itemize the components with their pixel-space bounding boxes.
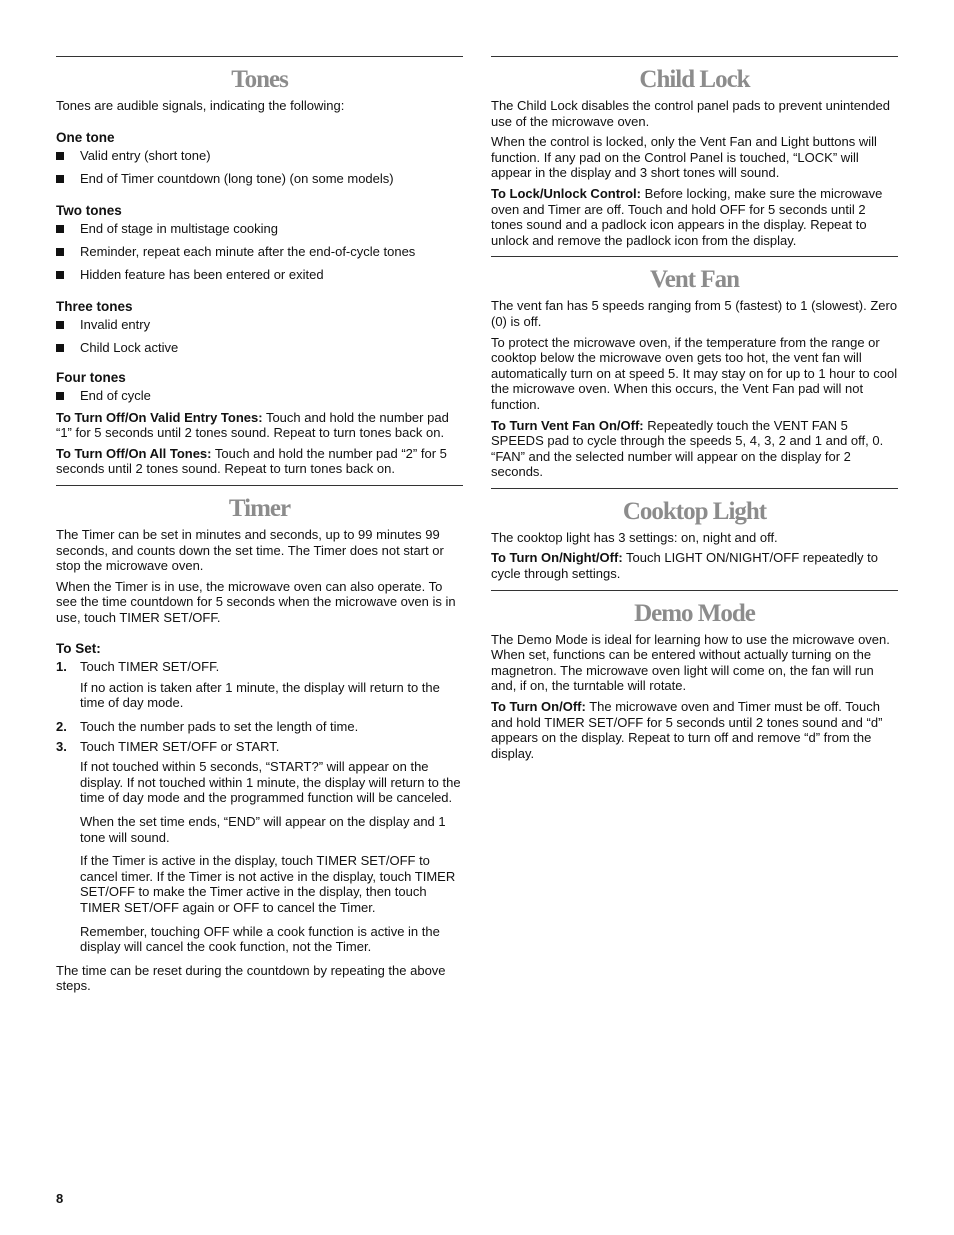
tones-title: Tones <box>231 66 288 93</box>
lock-unlock-paragraph <box>491 186 898 248</box>
tones-intro: Tones are audible signals, indicating the following: <box>56 98 345 113</box>
all-tones-paragraph <box>56 446 463 477</box>
child-lock-paragraph: The Child Lock disables the control panel pads to prevent unintended use of the microwave oven. <box>491 98 890 129</box>
tones-group-heading: Four tones <box>56 369 126 385</box>
step-number: 3. <box>56 739 67 755</box>
timer-section <box>56 485 463 994</box>
timer-title: Timer <box>228 494 291 522</box>
demo-mode-paragraph: The Demo Mode is ideal for learning how to use the microwave oven. When set, functions can be entered without actually turning on the magnetron. The microwave oven light will come on, the fan will run and, if on, the turntable will rotate. <box>491 631 890 694</box>
vent-fan-onoff-text: Repeatedly touch the VENT FAN 5 SPEEDS pad to cycle through the speeds 5, 4, 3, 2 and 1 and off, 0. “FAN” and the selected number will appear on the display for 2 seconds. <box>491 417 884 480</box>
tones-group-list <box>56 148 463 187</box>
left-column <box>56 56 463 999</box>
step-text: Touch TIMER SET/OFF or START. <box>80 739 280 755</box>
tones-group-heading: Three tones <box>56 298 133 314</box>
to-set-heading: To Set: <box>56 641 101 657</box>
timer-step <box>56 719 463 735</box>
list-item: Invalid entry <box>56 317 463 333</box>
tones-group-list <box>56 221 463 283</box>
cooktop-light-onoff-paragraph <box>491 550 898 581</box>
cooktop-light-section <box>491 488 898 582</box>
demo-mode-title: Demo Mode <box>634 599 755 627</box>
list-item: Reminder, repeat each minute after the end-of-cycle tones <box>56 244 463 260</box>
demo-mode-section <box>491 590 898 762</box>
step-text: Touch TIMER SET/OFF. <box>80 659 220 675</box>
timer-step-note: If not touched within 5 seconds, “START?” will appear on the display. If not touched within 1 minute, the display will return to the time of day mode and the programmed function will be canceled. <box>80 759 461 806</box>
all-tones-label: To Turn Off/On All Tones: <box>56 445 212 461</box>
timer-step-note: If no action is taken after 1 minute, the display will return to the time of day mode. <box>80 679 440 711</box>
timer-step <box>56 739 463 755</box>
right-column <box>491 56 898 766</box>
vent-fan-title: Vent Fan <box>649 266 739 294</box>
step-number: 1. <box>56 659 67 675</box>
timer-steps <box>56 659 463 675</box>
tones-section <box>56 56 463 477</box>
timer-step-note: When the set time ends, “END” will appear on the display and 1 tone will sound. <box>80 814 446 845</box>
all-tones-text: Touch and hold the number pad “2” for 5 seconds until 2 tones sound. Repeat to turn tones back on. <box>56 445 447 477</box>
tones-group-list <box>56 317 463 356</box>
step-text: Touch the number pads to set the length of time. <box>80 718 359 734</box>
page-number: 8 <box>56 1191 64 1206</box>
list-item: End of stage in multistage cooking <box>56 221 463 237</box>
list-item: End of Timer countdown (long tone) (on some models) <box>56 171 463 187</box>
child-lock-paragraph: When the control is locked, only the Vent Fan and Light buttons will function. If any pad on the Control Panel is touched, “LOCK” will appear in the display and 3 short tones will sound. <box>491 134 877 181</box>
cooktop-light-paragraph: The cooktop light has 3 settings: on, night and off. <box>491 529 778 545</box>
step-number: 2. <box>56 718 67 734</box>
cooktop-light-title: Cooktop Light <box>622 497 767 525</box>
vent-fan-paragraph: To protect the microwave oven, if the temperature from the range or cooktop below the microwave oven gets too hot, the vent fan will automatically turn on at speed 5. It may stay on for up to 1 hour to cool the microwave oven. When this occurs, the Vent Fan pad will not function. <box>491 334 898 412</box>
timer-step <box>56 659 463 675</box>
cooktop-light-onoff-label: To Turn On/Night/Off: <box>491 550 623 566</box>
valid-entry-tones-paragraph <box>56 410 463 441</box>
child-lock-title: Child Lock <box>639 66 750 93</box>
cooktop-light-onoff-text: Touch LIGHT ON/NIGHT/OFF repeatedly to cycle through settings. <box>491 550 878 582</box>
vent-fan-section <box>491 256 898 480</box>
list-item: End of cycle <box>56 388 463 404</box>
timer-paragraph: When the Timer is in use, the microwave oven can also operate. To see the time countdown for 5 seconds when the microwave oven is in use, touch TIMER SET/OFF. <box>56 578 456 625</box>
list-item: Hidden feature has been entered or exited <box>56 267 463 283</box>
valid-entry-tones-text: Touch and hold the number pad “1” for 5 seconds until 2 tones sound. Repeat to turn tones back on. <box>56 409 449 441</box>
timer-step-note: If the Timer is active in the display, touch TIMER SET/OFF to cancel timer. If the Timer is not active in the display, touch TIMER SET/OFF to make the Timer active in the display, then touch TIMER SET/OFF again or OFF to cancel the Timer. <box>80 853 456 915</box>
tones-group-heading: One tone <box>56 129 115 145</box>
timer-reset-paragraph: The time can be reset during the countdown by repeating the above steps. <box>56 962 446 994</box>
demo-mode-onoff-paragraph <box>491 699 898 761</box>
vent-fan-onoff-paragraph <box>491 418 898 480</box>
vent-fan-paragraph: The vent fan has 5 speeds ranging from 5 (fastest) to 1 (slowest). Zero (0) is off. <box>491 298 898 329</box>
list-item: Valid entry (short tone) <box>56 148 463 164</box>
demo-mode-onoff-text: The microwave oven and Timer must be off. Touch and hold TIMER SET/OFF for 5 seconds until 2 tones sound and “d” appears on the display. Repeat to turn off and remove “d” from the display. <box>491 699 883 761</box>
lock-unlock-text: Before locking, make sure the microwave oven and Timer are off. Touch and hold OFF for 5 seconds until 2 tones sound and a padlock icon appears in the display. Repeat to unlock and remove the padlock icon from the display. <box>491 185 883 248</box>
child-lock-section <box>491 56 898 248</box>
list-item: Child Lock active <box>56 340 463 356</box>
tones-group-list <box>56 388 463 404</box>
timer-steps <box>56 719 463 755</box>
vent-fan-onoff-label: To Turn Vent Fan On/Off: <box>491 417 644 433</box>
demo-mode-onoff-label: To Turn On/Off: <box>491 699 586 715</box>
timer-step-note: Remember, touching OFF while a cook function is active in the display will cancel the cook function, not the Timer. <box>80 923 440 955</box>
timer-paragraph: The Timer can be set in minutes and seconds, up to 99 minutes 99 seconds, and counts down the set time. The Timer does not start or stop the microwave oven. <box>56 526 444 574</box>
valid-entry-tones-label: To Turn Off/On Valid Entry Tones: <box>56 409 263 425</box>
tones-group-heading: Two tones <box>56 202 122 218</box>
lock-unlock-label: To Lock/Unlock Control: <box>491 185 641 201</box>
